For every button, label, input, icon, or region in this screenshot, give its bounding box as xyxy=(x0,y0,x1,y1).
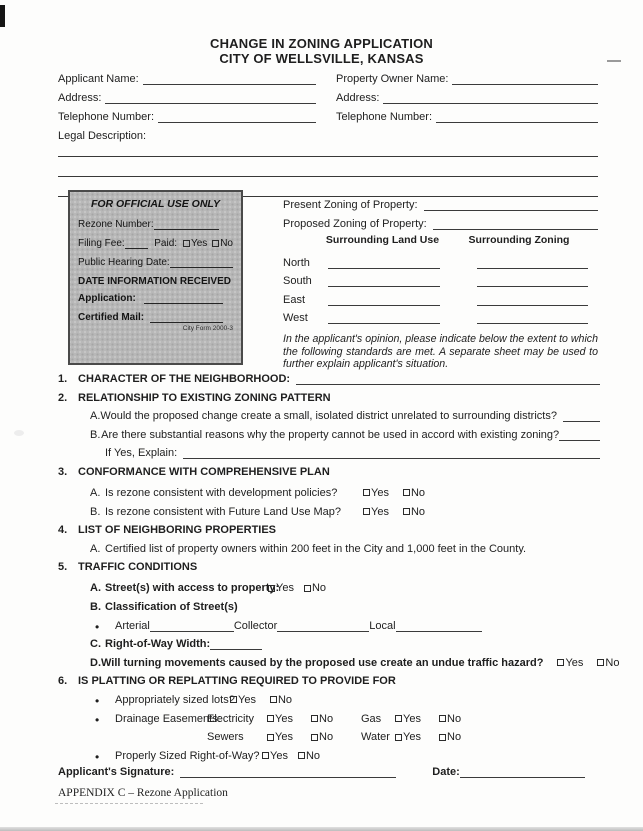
filing-fee-row xyxy=(78,238,233,249)
arterial-field xyxy=(150,621,234,632)
proposed-zoning-field xyxy=(433,219,598,230)
section-5c-row: C. Right-of-Way Width: xyxy=(58,637,600,650)
direction-row-north: North xyxy=(283,250,598,269)
row-yes-option: Yes xyxy=(262,750,288,762)
drainage-row-1 xyxy=(58,712,600,725)
section-2b-answer-field xyxy=(559,430,600,441)
present-zoning-field xyxy=(424,200,598,211)
section-2b-row: B. Are there substantial reasons why the property cannot be used in accord with existing zoning? xyxy=(58,428,600,441)
section-3-title-row: 3. CONFORMANCE WITH COMPREHENSIVE PLAN xyxy=(58,465,330,478)
property-owner-label: Property Owner Name: xyxy=(336,73,449,85)
present-zoning-label: Present Zoning of Property: xyxy=(283,199,418,211)
section-3b-text: Is rezone consistent with Future Land Use Map? xyxy=(105,505,342,518)
gas-no-checkbox-icon xyxy=(439,715,446,722)
section-4-title: LIST OF NEIGHBORING PROPERTIES xyxy=(78,524,277,537)
proposed-zoning-row xyxy=(283,211,598,230)
public-hearing-label: Public Hearing Date: xyxy=(78,257,170,268)
applicant-opinion-note: In the applicant's opinion, please indicate below the extent to which the following standards are met. A separate sheet may be used to further explain applicant's situation. xyxy=(283,333,598,371)
address-left-field xyxy=(105,93,316,104)
section-5a-no-checkbox-icon xyxy=(304,585,311,592)
lots-row xyxy=(58,693,600,706)
legal-description-row xyxy=(58,123,598,142)
section-5d-no-checkbox-icon xyxy=(597,659,604,666)
water-label: Water xyxy=(361,731,390,744)
section-5d-yes-option: Yes xyxy=(557,657,583,669)
zoning-panel xyxy=(283,192,598,371)
numbered-sections xyxy=(58,368,620,764)
west-land-use-field xyxy=(328,313,440,324)
lots-text: Appropriately sized lots? xyxy=(115,693,235,706)
section-5d-no-option: No xyxy=(597,657,619,669)
applicant-name-label: Applicant Name: xyxy=(58,73,139,85)
street-local-label: Local xyxy=(369,619,396,632)
section-5b-text: Classification of Street(s) xyxy=(105,600,238,613)
section-2-title-row: 2. RELATIONSHIP TO EXISTING ZONING PATTERN xyxy=(58,391,331,404)
section-5d-row: D. Will turning movements caused by the proposed use create an undue traffic hazard? Yes No xyxy=(90,656,620,669)
filing-fee-field xyxy=(125,240,149,249)
row-yes-checkbox-icon xyxy=(262,752,269,759)
gas-yes-option: Yes xyxy=(395,713,439,725)
drainage-label: Drainage Easements: xyxy=(115,712,221,725)
applicant-info-block xyxy=(58,66,598,202)
water-yes-checkbox-icon xyxy=(395,734,402,741)
street-classification-row xyxy=(58,619,600,632)
public-hearing-field xyxy=(170,259,233,268)
application-label: Application: xyxy=(78,293,136,304)
surrounding-land-use-header: Surrounding Land Use xyxy=(325,234,440,246)
applicant-name-field xyxy=(143,74,316,85)
south-land-use-field xyxy=(328,276,440,287)
section-1-title: CHARACTER OF THE NEIGHBORHOOD: xyxy=(78,373,291,385)
section-4-title-row: 4. LIST OF NEIGHBORING PROPERTIES xyxy=(58,524,277,537)
phone-left-field xyxy=(158,112,316,123)
application-date-field xyxy=(144,295,223,304)
row-no-option: No xyxy=(298,750,320,762)
section-5a-yes-option: Yes xyxy=(268,582,294,594)
date-label: Date: xyxy=(432,766,460,778)
section-2a-answer-field xyxy=(563,411,600,422)
section-2a-text: Would the proposed change create a small, isolated district unrelated to surrounding districts? xyxy=(100,410,557,423)
section-4a-text: Certified list of property owners within 200 feet in the City and 1,000 feet in the County. xyxy=(105,542,527,555)
section-5b-row: B. Classification of Street(s) xyxy=(90,600,238,613)
section-3a-no-option: No xyxy=(403,487,425,499)
address-right-label: Address: xyxy=(336,92,380,104)
section-3a-yes-option: Yes xyxy=(363,487,389,499)
scan-artifact-smudge xyxy=(14,430,24,436)
paid-yes-option: Yes xyxy=(183,238,207,249)
direction-row-west: West xyxy=(283,306,598,325)
section-5a-no-option: No xyxy=(304,582,326,594)
filing-fee-label: Filing Fee: xyxy=(78,238,125,249)
address-left-label: Address: xyxy=(58,92,102,104)
section-1-title-row: 1. CHARACTER OF THE NEIGHBORHOOD: xyxy=(58,372,600,385)
phone-right-label: Telephone Number: xyxy=(336,111,433,123)
street-arterial-label: Arterial xyxy=(115,619,150,632)
bullet-icon: • xyxy=(95,749,100,764)
rezone-number-field xyxy=(154,221,219,230)
certified-mail-date-field xyxy=(150,314,223,323)
name-row xyxy=(58,66,598,85)
present-zoning-row xyxy=(283,192,598,211)
legal-description-label: Legal Description: xyxy=(58,130,147,142)
collector-field xyxy=(277,621,369,632)
application-row xyxy=(78,293,233,304)
phone-row xyxy=(58,104,598,123)
section-3b-no-checkbox-icon xyxy=(403,508,410,515)
paid-no-checkbox-icon xyxy=(212,240,219,247)
form-number: City Form 2000-3 xyxy=(182,325,233,332)
paid-label: Paid: xyxy=(154,238,178,249)
surrounding-zoning-header: Surrounding Zoning xyxy=(468,234,570,246)
water-yes-option: Yes xyxy=(395,731,439,743)
lots-no-checkbox-icon xyxy=(270,696,277,703)
section-3a-no-checkbox-icon xyxy=(403,489,410,496)
electricity-label: Electricity xyxy=(207,712,255,725)
section-5c-text: Right-of-Way Width: xyxy=(105,638,211,651)
proposed-zoning-label: Proposed Zoning of Property: xyxy=(283,218,427,230)
if-yes-label: If Yes, Explain: xyxy=(105,447,178,460)
sewers-no-option: No xyxy=(311,731,361,743)
section-2-title: RELATIONSHIP TO EXISTING ZONING PATTERN xyxy=(78,391,331,404)
legal-description-line-1 xyxy=(58,142,598,157)
appendix-caption: APPENDIX C – Rezone Application xyxy=(58,787,228,799)
scan-artifact-mark xyxy=(0,5,5,27)
lots-yes-option: Yes xyxy=(230,694,256,706)
section-5a-text: Street(s) with access to property: xyxy=(105,582,280,595)
certified-mail-row xyxy=(78,312,233,323)
sewers-yes-option: Yes xyxy=(267,731,311,743)
row-no-checkbox-icon xyxy=(298,752,305,759)
signature-label: Applicant's Signature: xyxy=(58,766,175,778)
address-row xyxy=(58,85,598,104)
paid-yes-checkbox-icon xyxy=(183,240,190,247)
form-title-line1: CHANGE IN ZONING APPLICATION xyxy=(210,36,433,51)
date-field xyxy=(460,767,585,778)
east-land-use-field xyxy=(328,295,440,306)
direction-row-east: East xyxy=(283,287,598,306)
form-title-line2: CITY OF WELLSVILLE, KANSAS xyxy=(219,51,424,66)
section-3-title: CONFORMANCE WITH COMPREHENSIVE PLAN xyxy=(78,465,330,478)
section-3b-row: B. Is rezone consistent with Future Land Use Map? Yes No xyxy=(90,505,426,518)
official-use-title: FOR OFFICIAL USE ONLY xyxy=(90,198,221,210)
electricity-yes-option: Yes xyxy=(267,713,311,725)
section-5a-yes-checkbox-icon xyxy=(268,585,275,592)
street-collector-label: Collector xyxy=(233,619,278,632)
property-owner-field xyxy=(452,74,598,85)
section-3b-no-option: No xyxy=(403,506,425,518)
rezone-number-label: Rezone Number: xyxy=(78,219,154,230)
date-info-header: DATE INFORMATION RECEIVED xyxy=(78,276,231,287)
water-no-option: No xyxy=(439,731,479,743)
signature-row xyxy=(58,766,598,778)
bullet-icon: • xyxy=(95,693,100,708)
right-of-way-text: Properly Sized Right-of-Way? xyxy=(115,749,260,762)
section-1-answer-field xyxy=(296,374,600,385)
water-no-checkbox-icon xyxy=(439,734,446,741)
section-2b-text: Are there substantial reasons why the property cannot be used in accord with existing zoning? xyxy=(101,428,560,441)
sewers-no-checkbox-icon xyxy=(311,734,318,741)
electricity-no-checkbox-icon xyxy=(311,715,318,722)
right-of-way-row xyxy=(58,749,600,762)
sewers-yes-checkbox-icon xyxy=(267,734,274,741)
east-zoning-field xyxy=(477,295,588,306)
address-right-field xyxy=(383,93,598,104)
section-5-title-row: 5. TRAFFIC CONDITIONS xyxy=(58,561,198,574)
direction-row-south: South xyxy=(283,269,598,288)
phone-right-field xyxy=(436,112,598,123)
certified-mail-label: Certified Mail: xyxy=(78,312,145,323)
phone-left-label: Telephone Number: xyxy=(58,111,155,123)
south-zoning-field xyxy=(477,276,588,287)
sewers-label: Sewers xyxy=(207,731,244,744)
appendix-underline-artifact xyxy=(55,803,205,804)
section-4a-row: A. Certified list of property owners within 200 feet in the City and 1,000 feet in the County. xyxy=(90,542,527,555)
scan-bottom-edge xyxy=(0,827,643,831)
section-3b-yes-option: Yes xyxy=(363,506,389,518)
bullet-icon: • xyxy=(95,619,100,634)
section-5a-row: A. Street(s) with access to property: Yes No xyxy=(90,582,327,595)
gas-label: Gas xyxy=(361,712,382,725)
lots-no-option: No xyxy=(270,694,292,706)
if-yes-answer-field xyxy=(183,448,600,459)
section-3a-yes-checkbox-icon xyxy=(363,489,370,496)
section-5-title: TRAFFIC CONDITIONS xyxy=(78,561,198,574)
official-use-box xyxy=(68,190,243,365)
local-field xyxy=(396,621,482,632)
form-title xyxy=(0,36,643,66)
signature-field xyxy=(180,767,396,778)
north-zoning-field xyxy=(477,258,588,269)
gas-no-option: No xyxy=(439,713,479,725)
west-zoning-field xyxy=(477,313,588,324)
gas-yes-checkbox-icon xyxy=(395,715,402,722)
paid-no-option: No xyxy=(212,238,233,249)
bullet-icon: • xyxy=(95,712,100,727)
section-3a-text: Is rezone consistent with development policies? xyxy=(105,486,338,499)
right-of-way-width-field xyxy=(210,639,262,650)
drainage-row-2 xyxy=(58,730,600,743)
section-3b-yes-checkbox-icon xyxy=(363,508,370,515)
north-land-use-field xyxy=(328,258,440,269)
electricity-yes-checkbox-icon xyxy=(267,715,274,722)
section-6-title-row: 6. IS PLATTING OR REPLATTING REQUIRED TO PROVIDE FOR xyxy=(58,675,396,688)
surrounding-headers xyxy=(283,234,598,250)
legal-description-line-2 xyxy=(58,162,598,177)
electricity-no-option: No xyxy=(311,713,361,725)
section-5d-yes-checkbox-icon xyxy=(557,659,564,666)
section-5d-text: Will turning movements caused by the proposed use create an undue traffic hazard? xyxy=(101,656,544,669)
if-yes-row xyxy=(58,446,600,459)
section-2a-row: A. Would the proposed change create a small, isolated district unrelated to surrounding districts? xyxy=(58,409,600,422)
section-3a-row: A. Is rezone consistent with development policies? Yes No xyxy=(90,486,426,499)
public-hearing-row xyxy=(78,257,233,268)
rezone-number-row xyxy=(78,219,233,230)
section-6-title: IS PLATTING OR REPLATTING REQUIRED TO PROVIDE FOR xyxy=(78,675,396,688)
lots-yes-checkbox-icon xyxy=(230,696,237,703)
